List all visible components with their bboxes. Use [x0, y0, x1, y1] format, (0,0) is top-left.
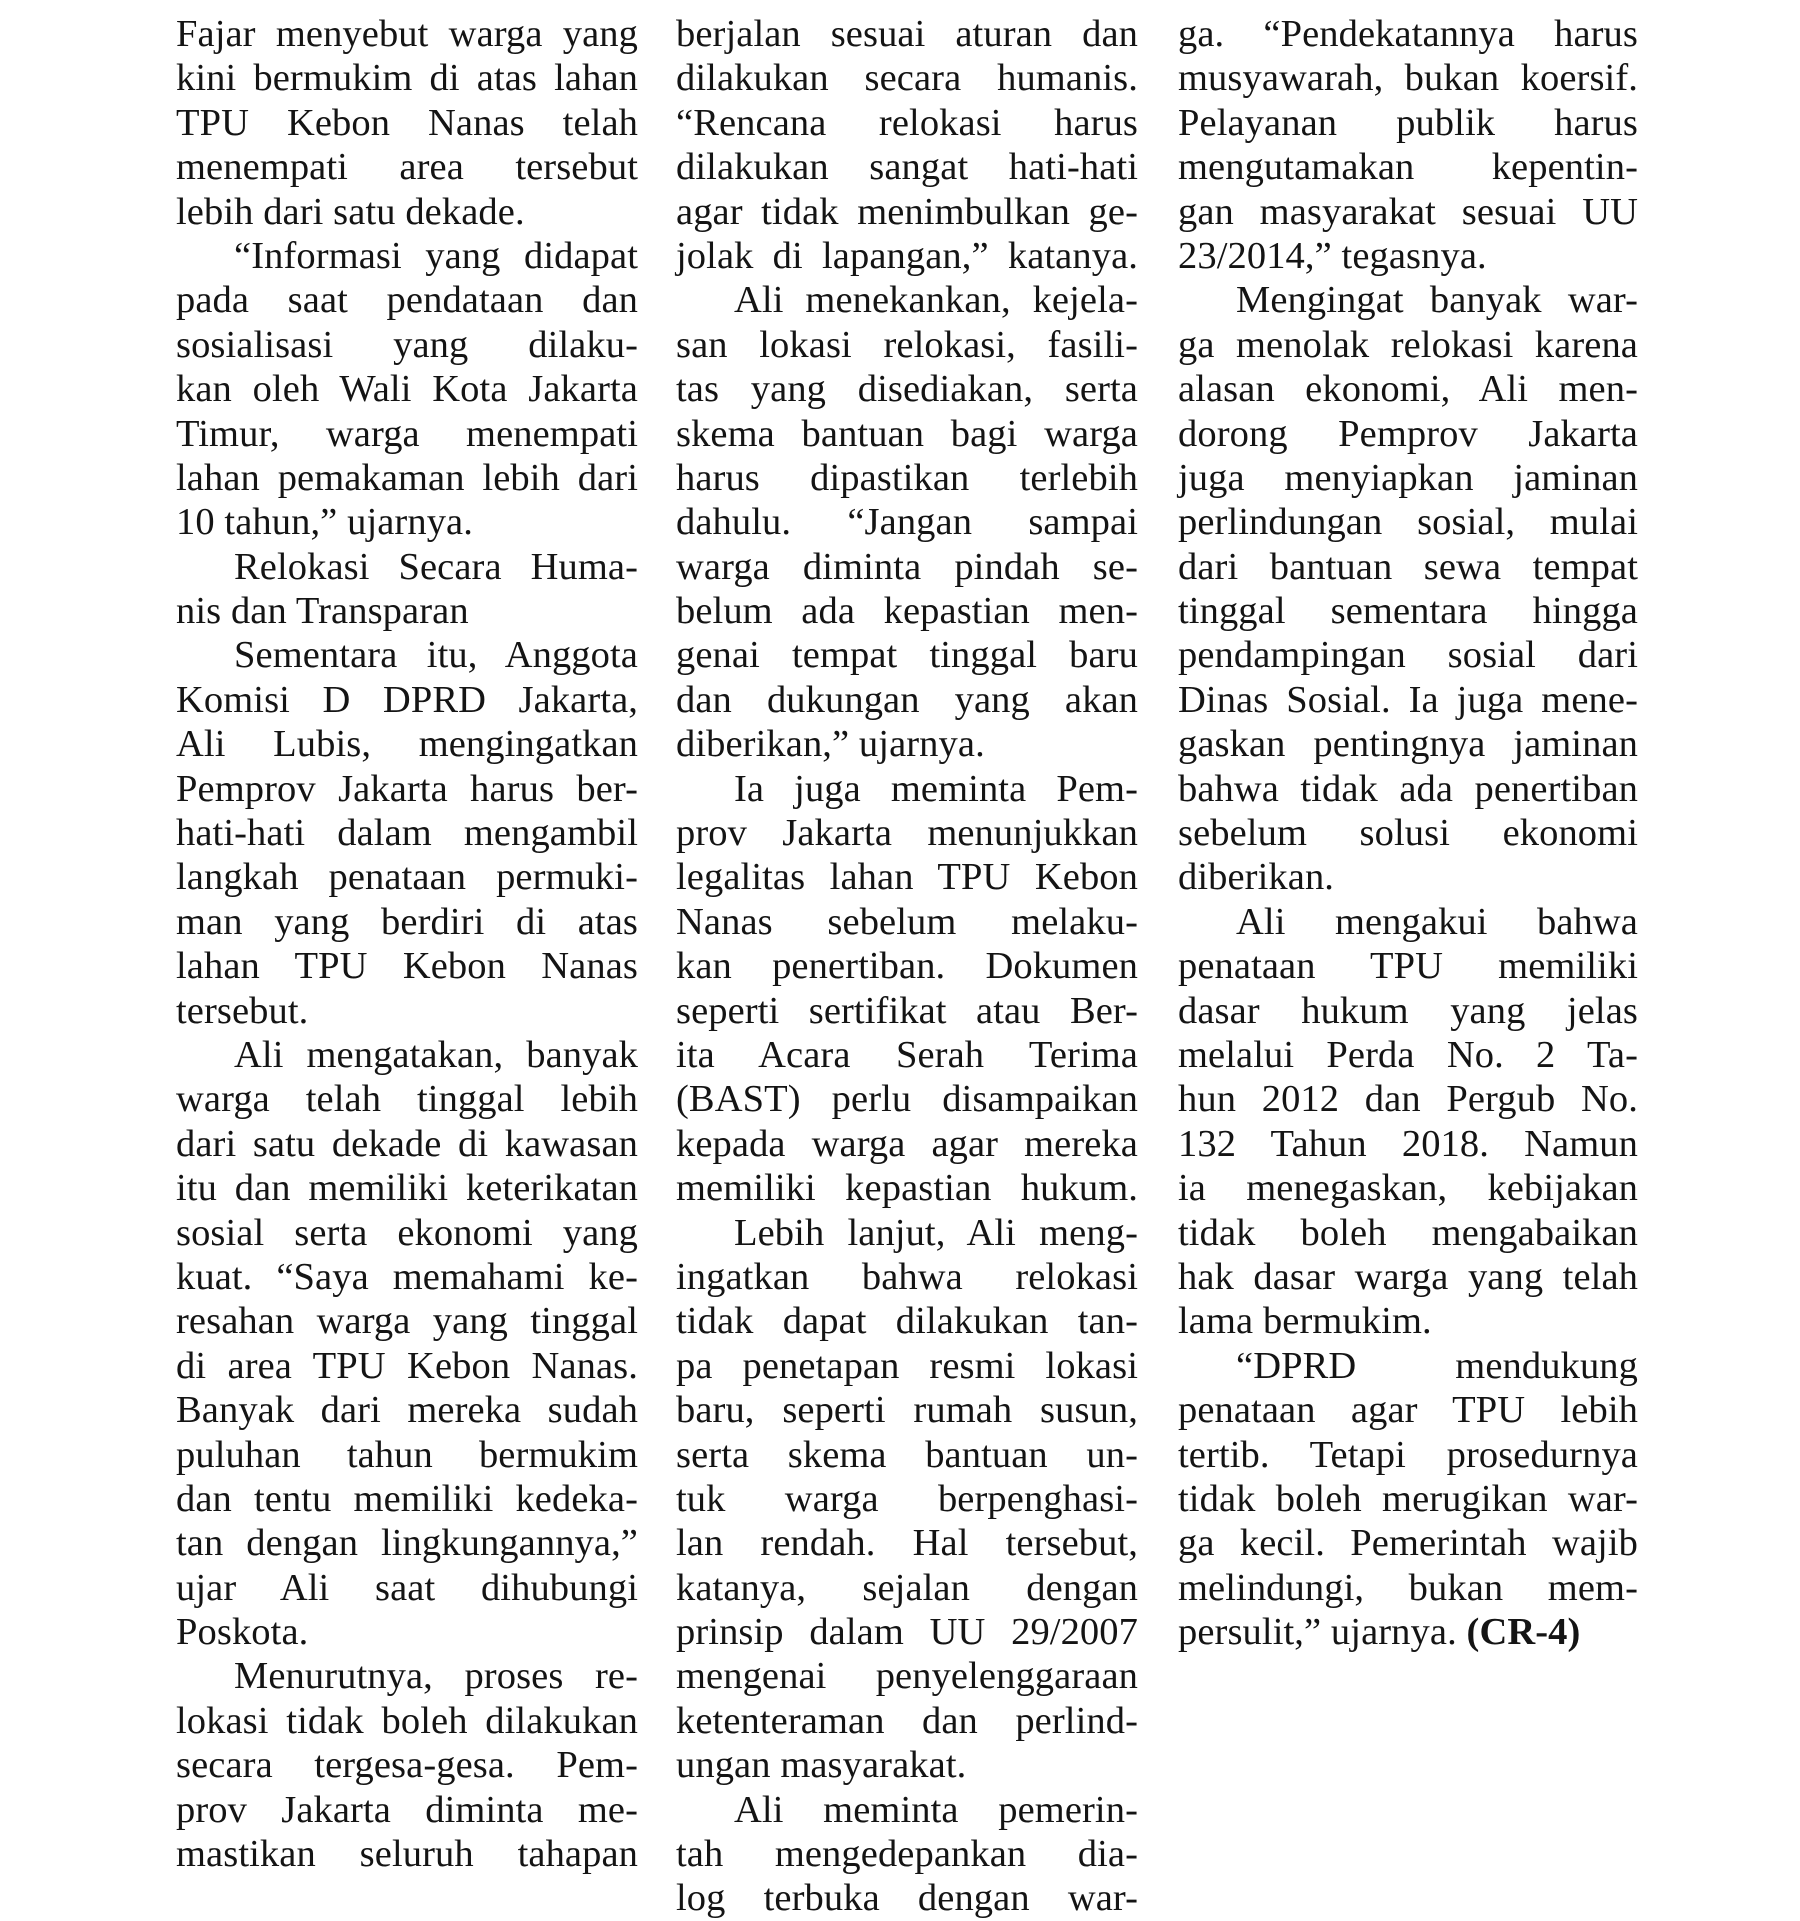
line-text: diberikan.	[1178, 856, 1335, 899]
text-line	[176, 1388, 638, 1432]
text-line	[176, 323, 638, 367]
text-line	[1178, 1566, 1638, 1610]
line-text: Sementara itu, Anggota	[234, 634, 638, 677]
line-text: Ali Lubis, mengingatkan	[176, 723, 638, 766]
line-text: sosial serta ekonomi yang	[176, 1211, 638, 1254]
line-text: skema bantuan bagi warga	[676, 412, 1138, 455]
line-text: diberikan,” ujarnya.	[676, 723, 985, 766]
line-text: dan dukungan yang akan	[676, 678, 1138, 721]
text-line	[676, 190, 1138, 234]
text-line	[176, 589, 638, 633]
text-line	[676, 989, 1138, 1033]
line-text: tuk warga berpenghasi-	[676, 1477, 1138, 1520]
line-text: secara tergesa-gesa. Pem-	[176, 1744, 638, 1787]
line-text: prov Jakarta diminta me-	[176, 1788, 638, 1831]
line-text: Pemprov Jakarta harus ber-	[176, 767, 638, 810]
text-line	[676, 855, 1138, 899]
text-line	[1178, 1299, 1638, 1343]
text-line	[676, 145, 1138, 189]
line-text: lama bermukim.	[1178, 1300, 1432, 1343]
line-text: penataan agar TPU lebih	[1178, 1389, 1638, 1432]
text-line	[176, 1299, 638, 1343]
text-line	[1178, 101, 1638, 145]
line-text: tah mengedepankan dia-	[676, 1833, 1138, 1876]
text-line	[676, 545, 1138, 589]
text-line	[676, 101, 1138, 145]
text-line	[676, 944, 1138, 988]
text-line	[676, 56, 1138, 100]
text-line	[176, 545, 638, 589]
article-column-2	[676, 12, 1138, 1921]
line-text: lahan TPU Kebon Nanas	[176, 945, 638, 988]
text-line	[1178, 633, 1638, 677]
text-line	[676, 1743, 1138, 1787]
line-text: gaskan pentingnya jaminan	[1178, 723, 1638, 766]
text-line	[1178, 989, 1638, 1033]
text-line	[1178, 1211, 1638, 1255]
line-text: pendampingan sosial dari	[1178, 634, 1638, 677]
text-line	[676, 1299, 1138, 1343]
text-line	[176, 1166, 638, 1210]
line-text: Ali meminta pemerin-	[734, 1788, 1138, 1831]
text-line	[176, 456, 638, 500]
line-text: tan dengan lingkungannya,”	[176, 1522, 638, 1565]
line-text: gan masyarakat sesuai UU	[1178, 190, 1638, 233]
line-text: kini bermukim di atas lahan	[176, 57, 638, 100]
line-text: Timur, warga menempati	[176, 412, 638, 455]
line-text: ingatkan bahwa relokasi	[676, 1255, 1138, 1298]
text-line	[676, 1654, 1138, 1698]
line-text: seperti sertifikat atau Ber-	[676, 989, 1138, 1032]
line-text: ga. “Pendekatannya harus	[1178, 13, 1638, 55]
line-text: sosialisasi yang dilaku-	[176, 323, 638, 366]
text-line	[176, 1788, 638, 1832]
line-text: alasan ekonomi, Ali men-	[1178, 368, 1638, 411]
line-text: mengutamakan kepentin-	[1178, 146, 1638, 189]
line-text: legalitas lahan TPU Kebon	[676, 856, 1138, 899]
text-line	[1178, 1433, 1638, 1477]
line-text: ga menolak relokasi karena	[1178, 323, 1638, 366]
text-line	[676, 278, 1138, 322]
line-text: baru, seperti rumah susun,	[676, 1389, 1138, 1432]
line-text: lebih dari satu dekade.	[176, 190, 525, 233]
line-text: 10 tahun,” ujarnya.	[176, 501, 473, 544]
text-line	[676, 456, 1138, 500]
text-line	[1178, 1033, 1638, 1077]
line-text: persulit,” ujarnya.	[1178, 1611, 1457, 1654]
text-line	[176, 1832, 638, 1876]
line-text: perlindungan sosial, mulai	[1178, 501, 1638, 544]
text-line	[676, 1477, 1138, 1521]
text-line	[676, 1388, 1138, 1432]
line-text: ungan masyarakat.	[676, 1744, 967, 1787]
line-text: 132 Tahun 2018. Namun	[1178, 1122, 1638, 1165]
text-line	[176, 500, 638, 544]
text-line	[176, 12, 638, 56]
line-text: penataan TPU memiliki	[1178, 945, 1638, 988]
line-text: melalui Perda No. 2 Ta-	[1178, 1033, 1638, 1076]
text-line	[676, 1610, 1138, 1654]
text-line	[676, 234, 1138, 278]
text-line	[676, 500, 1138, 544]
text-line	[676, 1521, 1138, 1565]
text-line	[676, 900, 1138, 944]
line-text: Relokasi Secara Huma-	[234, 545, 638, 588]
line-text: dahulu. “Jangan sampai	[676, 501, 1138, 544]
line-text: katanya, sejalan dengan	[676, 1566, 1138, 1609]
line-text: TPU Kebon Nanas telah	[176, 101, 638, 144]
text-line	[676, 367, 1138, 411]
text-line	[676, 1699, 1138, 1743]
text-line	[176, 1521, 638, 1565]
line-text: warga telah tinggal lebih	[176, 1078, 638, 1121]
line-text: harus dipastikan terlebih	[676, 456, 1138, 499]
text-line	[676, 1832, 1138, 1876]
line-text: resahan warga yang tinggal	[176, 1300, 638, 1343]
text-line	[1178, 1122, 1638, 1166]
line-text: Ali mengatakan, banyak	[234, 1033, 638, 1076]
text-line	[676, 1122, 1138, 1166]
text-line	[1178, 589, 1638, 633]
text-line	[1178, 145, 1638, 189]
line-text: san lokasi relokasi, fasili-	[676, 323, 1138, 366]
line-text: Fajar menyebut warga yang	[176, 13, 638, 55]
text-line	[1178, 56, 1638, 100]
text-line	[676, 1788, 1138, 1832]
text-line	[176, 1122, 638, 1166]
line-text: Ali mengakui bahwa	[1236, 900, 1638, 943]
line-text: kan oleh Wali Kota Jakarta	[176, 368, 638, 411]
text-line	[176, 190, 638, 234]
text-line	[1178, 678, 1638, 722]
line-text: pa penetapan resmi lokasi	[676, 1344, 1138, 1387]
article-column-1	[176, 12, 638, 1876]
line-text: tinggal sementara hingga	[1178, 590, 1638, 633]
author-byline: (CR-4)	[1466, 1611, 1581, 1654]
text-line	[1178, 944, 1638, 988]
line-text: hati-hati dalam mengambil	[176, 812, 638, 855]
text-line	[676, 1876, 1138, 1920]
text-line	[176, 367, 638, 411]
text-line	[1178, 323, 1638, 367]
line-text: Banyak dari mereka sudah	[176, 1389, 638, 1432]
text-line	[676, 1166, 1138, 1210]
text-line	[176, 767, 638, 811]
line-text: agar tidak menimbulkan ge-	[676, 190, 1138, 233]
text-line	[1178, 900, 1638, 944]
line-text: dari satu dekade di kawasan	[176, 1122, 638, 1165]
text-line	[1178, 234, 1638, 278]
line-text: mastikan seluruh tahapan	[176, 1833, 638, 1876]
line-text: dorong Pemprov Jakarta	[1178, 412, 1638, 455]
line-text: belum ada kepastian men-	[676, 590, 1138, 633]
text-line	[176, 811, 638, 855]
line-text: ita Acara Serah Terima	[676, 1033, 1138, 1076]
line-text: pada saat pendataan dan	[176, 279, 638, 322]
line-text: kan penertiban. Dokumen	[676, 945, 1138, 988]
text-line	[676, 412, 1138, 456]
text-line	[176, 678, 638, 722]
line-text: ujar Ali saat dihubungi	[176, 1566, 638, 1609]
text-line	[1178, 767, 1638, 811]
line-text: (BAST) perlu disampaikan	[676, 1078, 1138, 1121]
text-line	[676, 1255, 1138, 1299]
line-text: Ia juga meminta Pem-	[734, 767, 1138, 810]
line-text: ketenteraman dan perlind-	[676, 1699, 1138, 1742]
text-line	[176, 1477, 638, 1521]
text-line	[676, 1433, 1138, 1477]
text-line	[1178, 1477, 1638, 1521]
text-line	[676, 811, 1138, 855]
line-text: puluhan tahun bermukim	[176, 1433, 638, 1476]
line-text: lahan pemakaman lebih dari	[176, 456, 638, 499]
line-text: 23/2014,” tegasnya.	[1178, 234, 1487, 277]
text-line	[176, 56, 638, 100]
line-text: dilakukan sangat hati-hati	[676, 146, 1138, 189]
text-line	[176, 855, 638, 899]
text-line	[1178, 1344, 1638, 1388]
line-text: sebelum solusi ekonomi	[1178, 812, 1638, 855]
line-text: tidak boleh merugikan war-	[1178, 1477, 1638, 1520]
line-text: ga kecil. Pemerintah wajib	[1178, 1522, 1638, 1565]
text-line	[676, 589, 1138, 633]
line-text: lokasi tidak boleh dilakukan	[176, 1699, 638, 1742]
text-line	[176, 722, 638, 766]
text-line	[176, 1699, 638, 1743]
text-line	[176, 1211, 638, 1255]
text-line	[1178, 1388, 1638, 1432]
line-text: juga menyiapkan jaminan	[1178, 456, 1638, 499]
line-text: prinsip dalam UU 29/2007	[676, 1611, 1138, 1654]
text-line	[1178, 1166, 1638, 1210]
text-line	[1178, 190, 1638, 234]
text-line	[676, 722, 1138, 766]
line-text: langkah penataan permuki-	[176, 856, 638, 899]
text-line	[676, 1566, 1138, 1610]
line-text: dilakukan secara humanis.	[676, 57, 1138, 100]
line-text: tidak boleh mengabaikan	[1178, 1211, 1638, 1254]
line-text: tersebut.	[176, 989, 309, 1032]
line-text: man yang berdiri di atas	[176, 900, 638, 943]
text-line	[1178, 855, 1638, 899]
line-text: jolak di lapangan,” katanya.	[676, 234, 1138, 277]
line-text: menempati area tersebut	[176, 146, 638, 189]
text-line	[176, 1077, 638, 1121]
line-text: musyawarah, bukan koersif.	[1178, 57, 1638, 100]
text-line	[176, 900, 638, 944]
line-text: itu dan memiliki keterikatan	[176, 1167, 638, 1210]
text-line	[1178, 367, 1638, 411]
line-text: dasar hukum yang jelas	[1178, 989, 1638, 1032]
text-line	[176, 101, 638, 145]
text-line	[1178, 1521, 1638, 1565]
text-line	[676, 1344, 1138, 1388]
text-line	[1178, 456, 1638, 500]
line-text: “DPRD mendukung	[1236, 1344, 1638, 1387]
text-line	[176, 1433, 638, 1477]
text-line	[676, 1211, 1138, 1255]
text-line	[176, 412, 638, 456]
text-line	[176, 145, 638, 189]
text-line	[676, 678, 1138, 722]
text-line	[1178, 545, 1638, 589]
line-text: di area TPU Kebon Nanas.	[176, 1344, 638, 1387]
line-text: Lebih lanjut, Ali meng-	[734, 1211, 1138, 1254]
line-text: genai tempat tinggal baru	[676, 634, 1138, 677]
text-line	[1178, 500, 1638, 544]
line-text: Poskota.	[176, 1611, 309, 1654]
line-text: kepada warga agar mereka	[676, 1122, 1138, 1165]
text-line	[176, 633, 638, 677]
text-line	[176, 1654, 638, 1698]
line-text: dan tentu memiliki kedeka-	[176, 1477, 638, 1520]
line-text: Nanas sebelum melaku-	[676, 900, 1138, 943]
line-text: tertib. Tetapi prosedurnya	[1178, 1433, 1638, 1476]
line-text: bahwa tidak ada penertiban	[1178, 767, 1638, 810]
text-line	[1178, 412, 1638, 456]
line-text: Mengingat banyak war-	[1236, 279, 1638, 322]
line-text: dari bantuan sewa tempat	[1178, 545, 1638, 588]
text-line	[176, 1743, 638, 1787]
line-text: Pelayanan publik harus	[1178, 101, 1638, 144]
text-line	[176, 1255, 638, 1299]
text-line	[1178, 1255, 1638, 1299]
text-line	[176, 989, 638, 1033]
text-line	[176, 1566, 638, 1610]
line-text: Dinas Sosial. Ia juga mene-	[1178, 678, 1638, 721]
line-text: mengenai penyelenggaraan	[676, 1655, 1138, 1698]
text-line	[1178, 1077, 1638, 1121]
text-line	[1178, 1610, 1638, 1654]
text-line	[176, 1610, 638, 1654]
text-line	[676, 1033, 1138, 1077]
line-text: “Informasi yang didapat	[234, 234, 638, 277]
line-text: warga diminta pindah se-	[676, 545, 1138, 588]
text-line	[676, 323, 1138, 367]
text-line	[1178, 722, 1638, 766]
line-text: ia menegaskan, kebijakan	[1178, 1167, 1638, 1210]
line-text: prov Jakarta menunjukkan	[676, 812, 1138, 855]
line-text: serta skema bantuan un-	[676, 1433, 1138, 1476]
line-text: lan rendah. Hal tersebut,	[676, 1522, 1138, 1565]
line-text: log terbuka dengan war-	[676, 1877, 1138, 1920]
line-text: tidak dapat dilakukan tan-	[676, 1300, 1138, 1343]
article-column-3	[1178, 12, 1638, 1654]
line-text: berjalan sesuai aturan dan	[676, 13, 1138, 55]
text-line	[676, 767, 1138, 811]
text-line	[676, 633, 1138, 677]
line-text: kuat. “Saya memahami ke-	[176, 1255, 638, 1298]
line-text: hun 2012 dan Pergub No.	[1178, 1078, 1638, 1121]
text-line	[676, 12, 1138, 56]
line-text: tas yang disediakan, serta	[676, 368, 1138, 411]
text-line	[176, 1033, 638, 1077]
text-line	[176, 1344, 638, 1388]
line-text: melindungi, bukan mem-	[1178, 1566, 1638, 1609]
line-text: Komisi D DPRD Jakarta,	[176, 678, 638, 721]
line-text: memiliki kepastian hukum.	[676, 1167, 1138, 1210]
text-line	[1178, 278, 1638, 322]
text-line	[1178, 12, 1638, 56]
line-text: Menurutnya, proses re-	[234, 1655, 638, 1698]
line-text: nis dan Transparan	[176, 590, 469, 633]
text-line	[676, 1077, 1138, 1121]
text-line	[176, 944, 638, 988]
text-line	[176, 278, 638, 322]
text-line	[176, 234, 638, 278]
line-text: “Rencana relokasi harus	[676, 101, 1138, 144]
text-line	[1178, 811, 1638, 855]
line-text: Ali menekankan, kejela-	[734, 279, 1138, 322]
line-text: hak dasar warga yang telah	[1178, 1255, 1638, 1298]
